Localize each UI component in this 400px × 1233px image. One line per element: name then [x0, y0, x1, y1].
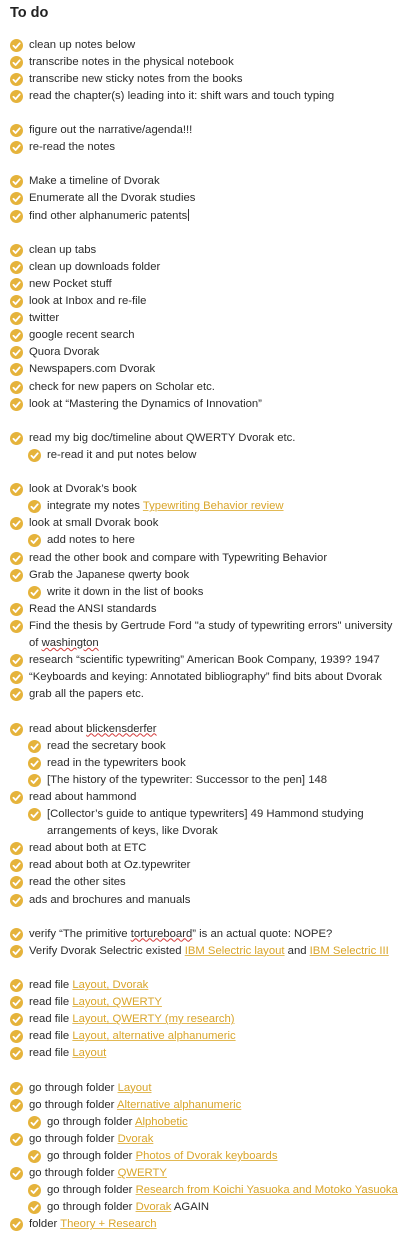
todo-item-text: [29, 1099, 241, 1111]
todo-item-text: [29, 979, 148, 991]
checked-circle-icon[interactable]: [28, 1150, 41, 1163]
item-text-segment: grab all the papers etc.: [29, 688, 144, 701]
checked-circle-icon[interactable]: [10, 945, 23, 958]
checked-circle-icon[interactable]: [28, 500, 41, 513]
item-text-segment: integrate my notes: [47, 500, 143, 513]
todo-item[interactable]: [0, 618, 394, 652]
item-text-segment: go through folder: [29, 1167, 118, 1180]
item-text-segment: look at Dvorak’s book: [29, 483, 137, 496]
item-text-segment: go through folder: [29, 1098, 117, 1111]
todo-item-text: [29, 90, 334, 102]
checked-circle-icon[interactable]: [10, 1030, 23, 1043]
todo-item-text: [29, 654, 380, 666]
todo-item-text: [29, 244, 96, 256]
todo-item[interactable]: [0, 430, 400, 447]
checked-circle-icon[interactable]: [10, 141, 23, 154]
todo-item[interactable]: [0, 122, 400, 139]
todo-item[interactable]: [0, 498, 400, 515]
checked-circle-icon[interactable]: [28, 1201, 41, 1214]
item-text-segment: find other alphanumeric patents: [29, 209, 188, 222]
todo-item-text: [29, 620, 392, 649]
item-text-segment: re-read it and put notes below: [47, 448, 197, 461]
item-text-segment: go through folder: [47, 1115, 135, 1128]
document-link[interactable]: QWERTY: [117, 1167, 167, 1180]
checked-circle-icon[interactable]: [10, 1082, 23, 1095]
todo-item[interactable]: [0, 208, 400, 225]
todo-item-text: [47, 1201, 209, 1213]
item-text-segment: go through folder: [29, 1132, 118, 1145]
checked-circle-icon[interactable]: [10, 261, 23, 274]
todo-item[interactable]: [0, 806, 394, 840]
todo-item-text: [29, 1030, 236, 1042]
item-text-segment: google recent search: [29, 329, 135, 342]
document-link[interactable]: Dvorak: [135, 1201, 172, 1214]
item-text-segment: go through folder: [29, 1081, 118, 1094]
checked-circle-icon[interactable]: [10, 175, 23, 188]
checked-circle-icon[interactable]: [10, 363, 23, 376]
checked-circle-icon[interactable]: [28, 586, 41, 599]
todo-item[interactable]: [0, 772, 400, 789]
checked-circle-icon[interactable]: [10, 39, 23, 52]
todo-item-text: [47, 534, 135, 546]
todo-item[interactable]: [0, 88, 400, 105]
document-link[interactable]: Alternative alphanumeric: [116, 1098, 242, 1111]
checked-circle-icon[interactable]: [10, 329, 23, 342]
todo-item-text: [29, 1013, 235, 1025]
checked-circle-icon[interactable]: [10, 483, 23, 496]
todo-item[interactable]: [0, 1199, 400, 1216]
document-link[interactable]: Layout: [117, 1081, 152, 1094]
todo-item-text: [47, 774, 327, 786]
item-text-segment: read file: [29, 1047, 73, 1060]
checked-circle-icon[interactable]: [10, 928, 23, 941]
todo-item[interactable]: [0, 344, 400, 361]
todo-item-text: [29, 398, 262, 410]
checked-circle-icon[interactable]: [10, 620, 23, 633]
todo-item[interactable]: [0, 1080, 400, 1097]
item-text-segment: go through folder: [47, 1150, 136, 1162]
todo-item-text: [29, 278, 112, 290]
item-text-segment: research “scientific typewriting” American Book Company, 1939? 1947: [29, 654, 380, 667]
checked-circle-icon[interactable]: [10, 432, 23, 445]
document-link[interactable]: Layout, QWERTY: [72, 996, 162, 1009]
item-text-segment: new Pocket stuff: [29, 277, 112, 290]
item-text-segment: and: [284, 944, 310, 957]
document-link[interactable]: IBM Selectric III: [309, 944, 389, 957]
todo-item[interactable]: [0, 276, 400, 293]
checked-circle-icon[interactable]: [28, 757, 41, 770]
todo-item[interactable]: [0, 874, 400, 891]
checked-circle-icon[interactable]: [10, 603, 23, 616]
todo-item-text: [29, 39, 135, 51]
todo-item-text: [29, 671, 382, 683]
todo-item[interactable]: [0, 259, 400, 276]
item-text-segment: read file: [29, 996, 73, 1009]
todo-item-text: [47, 1184, 398, 1196]
document-link[interactable]: Typewriting Behavior review: [142, 500, 284, 513]
checked-circle-icon[interactable]: [28, 740, 41, 753]
todo-item[interactable]: [0, 71, 400, 88]
item-text-segment: re-read the notes: [29, 141, 116, 154]
checked-circle-icon[interactable]: [10, 654, 23, 667]
item-text-segment: figure out the narrative/agenda!!!: [29, 124, 193, 136]
item-text-segment: go through folder: [47, 1184, 136, 1197]
todo-item[interactable]: [0, 738, 400, 755]
todo-item[interactable]: [0, 926, 400, 943]
checked-circle-icon[interactable]: [10, 688, 23, 701]
todo-item[interactable]: [0, 994, 400, 1011]
item-text-segment: [Collector’s guide to antique typewriters] 49 Hammond studying arrangements of keys, like Dvorak: [47, 808, 364, 837]
checked-circle-icon[interactable]: [10, 1047, 23, 1060]
todo-item-text: [47, 757, 186, 769]
document-link[interactable]: IBM Selectric layout: [184, 944, 285, 957]
item-text-segment: clean up downloads folder: [29, 260, 161, 273]
item-text-segment: look at Inbox and re-file: [29, 295, 147, 307]
todo-item-text: [29, 363, 155, 375]
item-text-segment: read about both at ETC: [29, 842, 147, 855]
item-text-segment: read about both at Oz.typewriter: [29, 859, 191, 872]
checked-circle-icon[interactable]: [28, 534, 41, 547]
todo-item[interactable]: [0, 173, 400, 190]
todo-item-text: [29, 723, 157, 735]
todo-item[interactable]: [0, 481, 400, 498]
todo-item[interactable]: [0, 943, 400, 960]
checked-circle-icon[interactable]: [10, 124, 23, 137]
todo-item-text: [47, 1150, 277, 1162]
todo-item-text: [29, 346, 99, 358]
todo-item-text: [29, 1133, 153, 1145]
misspelled-word: washington: [41, 636, 99, 649]
todo-item[interactable]: [0, 37, 400, 54]
checked-circle-icon[interactable]: [10, 56, 23, 69]
checked-circle-icon[interactable]: [10, 791, 23, 804]
item-text-segment: verify “The primitive: [29, 927, 131, 940]
checked-circle-icon[interactable]: [10, 1218, 23, 1231]
checked-circle-icon[interactable]: [10, 210, 23, 223]
todo-item-text: [29, 261, 160, 273]
todo-item[interactable]: [0, 190, 400, 207]
todo-item[interactable]: [0, 532, 400, 549]
document-link[interactable]: Alphobetic: [134, 1115, 188, 1128]
todo-item-text: [29, 894, 190, 906]
todo-item-text: [29, 1218, 157, 1230]
todo-item-text: [29, 517, 158, 529]
todo-item-text: [29, 1047, 106, 1059]
todo-item[interactable]: [0, 242, 400, 259]
misspelled-word: blickensderfer: [86, 722, 157, 735]
checked-circle-icon[interactable]: [10, 894, 23, 907]
checked-circle-icon[interactable]: [10, 398, 23, 411]
todo-item-text: [47, 1116, 188, 1128]
item-text-segment: look at small Dvorak book: [29, 517, 159, 530]
item-text-segment: read the secretary book: [47, 739, 166, 752]
item-text-segment: clean up tabs: [29, 243, 97, 256]
todo-item[interactable]: [0, 396, 400, 413]
todo-item-text: [29, 295, 146, 307]
document-link[interactable]: Layout, Dvorak: [72, 979, 149, 991]
document-link[interactable]: Photos of Dvorak keyboards: [135, 1150, 278, 1162]
todo-item-text: [29, 192, 195, 204]
todo-item-text: [29, 312, 59, 324]
checked-circle-icon[interactable]: [10, 1167, 23, 1180]
todo-item[interactable]: [0, 840, 400, 857]
checked-circle-icon[interactable]: [10, 312, 23, 325]
item-text-segment: Verify Dvorak Selectric existed: [29, 944, 185, 957]
checked-circle-icon[interactable]: [28, 774, 41, 787]
item-text-segment: Read the ANSI standards: [29, 602, 157, 615]
todo-item-text: [29, 876, 126, 888]
checked-circle-icon[interactable]: [10, 876, 23, 889]
todo-item-text: [29, 483, 137, 495]
todo-item[interactable]: [0, 755, 400, 772]
checked-circle-icon[interactable]: [10, 842, 23, 855]
misspelled-word: tortureboard: [130, 927, 193, 940]
todo-item[interactable]: [0, 567, 400, 584]
todo-item[interactable]: [0, 789, 400, 806]
todo-item-text: [47, 808, 364, 837]
checked-circle-icon[interactable]: [10, 295, 23, 308]
checked-circle-icon[interactable]: [10, 552, 23, 565]
todo-item-text: [29, 928, 332, 940]
todo-item-text: [29, 945, 389, 957]
document-link[interactable]: Layout: [72, 1047, 107, 1060]
todo-item-text: [29, 175, 160, 187]
checked-circle-icon[interactable]: [28, 808, 41, 821]
todo-item-text: [29, 552, 327, 564]
todo-item-text: [47, 740, 166, 752]
todo-item[interactable]: [0, 1182, 400, 1199]
todo-item[interactable]: [0, 1028, 400, 1045]
todo-item[interactable]: [0, 293, 400, 310]
item-text-segment: Make a timeline of Dvorak: [29, 175, 160, 188]
item-text-segment: write it down in the list of books: [47, 585, 204, 598]
todo-item-text: [29, 859, 190, 871]
todo-item[interactable]: [0, 379, 400, 396]
todo-item-text: [29, 56, 234, 68]
todo-item[interactable]: [0, 721, 400, 738]
checked-circle-icon[interactable]: [10, 90, 23, 103]
checked-circle-icon[interactable]: [10, 517, 23, 530]
todo-item[interactable]: [0, 977, 400, 994]
item-text-segment: “Keyboards and keying: Annotated bibliography” find bits about Dvorak: [29, 671, 382, 684]
document-link[interactable]: Dvorak: [117, 1132, 154, 1145]
todo-item[interactable]: [0, 652, 400, 669]
checked-circle-icon[interactable]: [10, 278, 23, 291]
todo-item[interactable]: [0, 310, 400, 327]
checked-circle-icon[interactable]: [10, 73, 23, 86]
item-text-segment: ads and brochures and manuals: [29, 893, 191, 906]
checked-circle-icon[interactable]: [10, 1099, 23, 1112]
todo-item-text: [29, 73, 242, 85]
item-text-segment: read the other book and compare with Typewriting Behavior: [29, 551, 328, 564]
item-text-segment: go through folder: [47, 1201, 136, 1214]
todo-item-text: [29, 603, 156, 615]
item-text-segment: twitter: [29, 312, 60, 325]
item-text-segment: Find the thesis by Gertrude Ford "a study of typewriting errors" university of: [29, 619, 393, 649]
item-text-segment: AGAIN: [171, 1201, 210, 1214]
item-text-segment: [The history of the typewriter: Successor to the pen] 148: [47, 773, 328, 786]
item-text-segment: check for new papers on Scholar etc.: [29, 380, 215, 393]
page-title: To do: [10, 5, 49, 21]
todo-item[interactable]: [0, 1165, 400, 1182]
checked-circle-icon[interactable]: [28, 1184, 41, 1197]
checked-circle-icon[interactable]: [10, 1013, 23, 1026]
todo-item[interactable]: [0, 327, 400, 344]
checked-circle-icon[interactable]: [10, 671, 23, 684]
item-text-segment: read file: [29, 1030, 73, 1043]
todo-item[interactable]: [0, 515, 400, 532]
checked-circle-icon[interactable]: [10, 192, 23, 205]
item-text-segment: read the other sites: [29, 876, 126, 889]
todo-item-text: [47, 586, 203, 598]
todo-item[interactable]: [0, 857, 400, 874]
todo-item-text: [29, 141, 115, 153]
item-text-segment: transcribe new sticky notes from the books: [29, 72, 243, 85]
document-link[interactable]: Layout, alternative alphanumeric: [72, 1030, 236, 1043]
todo-item-text: [29, 688, 144, 700]
checked-circle-icon[interactable]: [10, 1133, 23, 1146]
document-link[interactable]: Layout, QWERTY (my research): [72, 1013, 235, 1026]
todo-item[interactable]: [0, 892, 400, 909]
todo-item[interactable]: [0, 669, 400, 686]
todo-item-text: [47, 500, 284, 512]
item-text-segment: add notes to here: [47, 534, 135, 547]
todo-item-text: [29, 569, 189, 581]
todo-item-text: [29, 842, 146, 854]
item-text-segment: look at “Mastering the Dynamics of Innovation”: [29, 397, 262, 410]
item-text-segment: read my big doc/timeline about QWERTY Dvorak etc.: [29, 431, 296, 444]
item-text-segment: ” is an actual quote: NOPE?: [192, 927, 333, 940]
item-text-segment: read file: [29, 1013, 73, 1026]
todo-item-text: [29, 791, 136, 803]
item-text-segment: read in the typewriters book: [47, 756, 186, 769]
item-text-segment: Quora Dvorak: [29, 346, 100, 359]
todo-item-text: [29, 124, 192, 136]
todo-item[interactable]: [0, 139, 400, 156]
document-link[interactable]: Research from Koichi Yasuoka and Motoko Yasuoka: [135, 1184, 398, 1197]
checked-circle-icon[interactable]: [10, 979, 23, 992]
checked-circle-icon[interactable]: [10, 346, 23, 359]
checked-circle-icon[interactable]: [28, 1116, 41, 1129]
todo-item[interactable]: [0, 1097, 400, 1114]
item-text-segment: Enumerate all the Dvorak studies: [29, 192, 196, 205]
item-text-segment: read the chapter(s) leading into it: shift wars and touch typing: [29, 89, 335, 102]
todo-item[interactable]: [0, 1148, 400, 1165]
item-text-segment: read about hammond: [29, 790, 137, 803]
text-cursor: [188, 209, 189, 221]
todo-item[interactable]: [0, 1114, 400, 1131]
todo-item-text: [29, 1167, 167, 1179]
checked-circle-icon[interactable]: [28, 449, 41, 462]
todo-item[interactable]: [0, 1045, 400, 1062]
checked-circle-icon[interactable]: [10, 859, 23, 872]
item-text-segment: Newspapers.com Dvorak: [29, 363, 156, 376]
item-text-segment: clean up notes below: [29, 38, 136, 51]
checked-circle-icon[interactable]: [10, 569, 23, 582]
item-text-segment: read about: [29, 722, 87, 735]
item-text-segment: folder: [29, 1218, 61, 1231]
todo-item[interactable]: [0, 1131, 400, 1148]
todo-item[interactable]: [0, 361, 400, 378]
item-text-segment: Grab the Japanese qwerty book: [29, 568, 190, 581]
todo-item-text: [47, 449, 196, 461]
todo-item-text: [29, 1082, 151, 1094]
todo-item[interactable]: [0, 601, 400, 618]
todo-item[interactable]: [0, 1011, 400, 1028]
todo-item[interactable]: [0, 686, 400, 703]
checked-circle-icon[interactable]: [10, 244, 23, 257]
todo-item[interactable]: [0, 447, 400, 464]
checked-circle-icon[interactable]: [10, 996, 23, 1009]
todo-item[interactable]: [0, 550, 400, 567]
todo-item-text: [29, 329, 135, 341]
item-text-segment: transcribe notes in the physical notebook: [29, 55, 234, 68]
checked-circle-icon[interactable]: [10, 723, 23, 736]
todo-item-text: [29, 996, 162, 1008]
todo-item-text: [29, 432, 295, 444]
checked-circle-icon[interactable]: [10, 381, 23, 394]
item-text-segment: read file: [29, 979, 73, 991]
document-link[interactable]: Theory + Research: [60, 1218, 157, 1231]
todo-item-text: [29, 381, 215, 393]
todo-item[interactable]: [0, 54, 400, 71]
todo-item-text: [29, 210, 189, 222]
todo-item[interactable]: [0, 1216, 400, 1233]
todo-item[interactable]: [0, 584, 400, 601]
